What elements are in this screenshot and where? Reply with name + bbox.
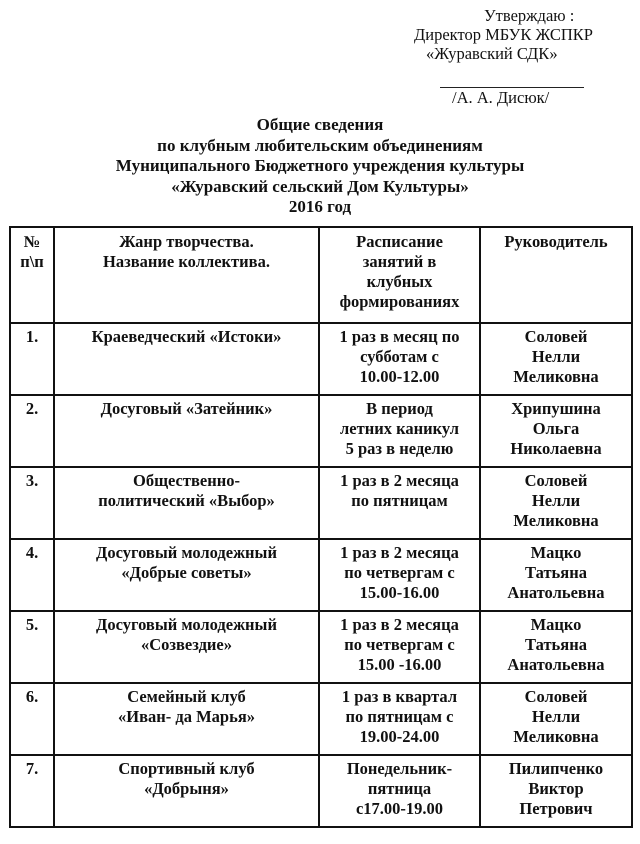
- schedule-cell: [319, 539, 480, 611]
- schedule-cell-line: летних каникул: [340, 419, 459, 438]
- title-line-4: «Журавский сельский Дом Культуры»: [171, 176, 469, 196]
- leader-name-line: Нелли: [531, 491, 581, 510]
- schedule-cell-line: 1 раз в квартал: [341, 687, 458, 706]
- schedule-cell-line: по пятницам с: [345, 707, 454, 726]
- leader-name-line: Мацко: [530, 615, 582, 634]
- schedule-cell-line: 15.00-16.00: [359, 583, 440, 602]
- leader-name: [480, 683, 632, 755]
- header-schedule-line: занятий в: [362, 252, 437, 271]
- header-schedule-line: формированиях: [339, 292, 460, 311]
- leader-name-line: Нелли: [531, 347, 581, 366]
- leader-name-line: Меликовна: [513, 367, 599, 386]
- schedule-cell-line: Понедельник-: [346, 759, 453, 778]
- approval-organization: «Журавский СДК»: [426, 44, 558, 63]
- collective-name-line: Досуговый «Затейник»: [100, 399, 273, 418]
- title-year: 2016 год: [288, 197, 352, 216]
- collective-name: [54, 467, 319, 539]
- schedule-cell-line: 1 раз в месяц по: [339, 327, 460, 346]
- row-number: 3.: [10, 467, 54, 539]
- schedule-cell-line: 10.00-12.00: [359, 367, 440, 386]
- schedule-cell-line: 5 раз в неделю: [345, 439, 454, 458]
- schedule-cell-line: 1 раз в 2 месяца: [340, 471, 459, 490]
- leader-name-line: Соловей: [524, 327, 588, 346]
- schedule-cell-line: по четвергам с: [344, 635, 455, 654]
- collective-name-line: Досуговый молодежный: [96, 543, 277, 562]
- schedule-cell-line: 1 раз в 2 месяца: [340, 543, 459, 562]
- table-row: [10, 395, 632, 467]
- approval-signatory: /А. А. Дисюк/: [452, 88, 550, 107]
- schedule-cell-line: 15.00 -16.00: [357, 655, 442, 674]
- schedule-cell-line: 1 раз в 2 месяца: [340, 615, 459, 634]
- row-number: 6.: [10, 683, 54, 755]
- document-title: [40, 115, 600, 218]
- collective-name-line: «Добрыня»: [144, 779, 229, 798]
- approval-heading: Утверждаю :: [484, 6, 575, 25]
- leader-name-line: Петрович: [519, 799, 593, 818]
- leader-name: [480, 755, 632, 827]
- approval-block: [412, 6, 630, 107]
- header-number-line: №: [23, 232, 41, 251]
- collective-name: [54, 539, 319, 611]
- collective-name-line: Краеведческий «Истоки»: [91, 327, 282, 346]
- schedule-cell: [319, 755, 480, 827]
- row-number: 5.: [10, 611, 54, 683]
- header-number: [10, 227, 54, 323]
- collective-name: [54, 755, 319, 827]
- leader-name-line: Соловей: [524, 687, 588, 706]
- header-schedule: [319, 227, 480, 323]
- header-schedule-line: клубных: [366, 272, 433, 291]
- table-row: [10, 323, 632, 395]
- leader-name-line: Хрипушина: [511, 399, 601, 418]
- collective-name-line: Спортивный клуб: [118, 759, 255, 778]
- leader-name-line: Меликовна: [513, 727, 599, 746]
- collective-name: [54, 323, 319, 395]
- header-leader: [480, 227, 632, 323]
- leader-name: [480, 467, 632, 539]
- table-row: [10, 683, 632, 755]
- collective-name: [54, 611, 319, 683]
- header-schedule-line: Расписание: [356, 232, 443, 251]
- schedule-cell: [319, 467, 480, 539]
- schedule-cell-line: по пятницам: [351, 491, 448, 510]
- header-genre-name: [54, 227, 319, 323]
- leader-name-line: Татьяна: [525, 563, 587, 582]
- schedule-cell-line: 19.00-24.00: [359, 727, 440, 746]
- leader-name-line: Меликовна: [513, 511, 599, 530]
- table-row: [10, 611, 632, 683]
- row-number: 1.: [10, 323, 54, 395]
- header-leader-line: Руководитель: [504, 232, 608, 251]
- leader-name: [480, 611, 632, 683]
- leader-name-line: Анатольевна: [507, 583, 605, 602]
- leader-name-line: Пилипченко: [508, 759, 604, 778]
- leader-name: [480, 395, 632, 467]
- leader-name-line: Виктор: [528, 779, 584, 798]
- leader-name-line: Татьяна: [525, 635, 587, 654]
- collective-name-line: Общественно-: [133, 471, 240, 490]
- approval-position: Директор МБУК ЖСПКР: [414, 25, 593, 44]
- leader-name-line: Мацко: [530, 543, 582, 562]
- schedule-cell-line: по четвергам с: [344, 563, 455, 582]
- title-line-3: Муниципального Бюджетного учреждения культуры: [115, 156, 525, 175]
- schedule-cell-line: субботам с: [360, 347, 439, 366]
- schedule-cell: [319, 323, 480, 395]
- collective-name-line: политический «Выбор»: [98, 491, 275, 510]
- leader-name-line: Ольга: [532, 419, 580, 438]
- collective-name-line: «Иван- да Марья»: [118, 707, 255, 726]
- leader-name-line: Николаевна: [510, 439, 602, 458]
- schedule-cell: [319, 395, 480, 467]
- row-number: 2.: [10, 395, 54, 467]
- leader-name: [480, 323, 632, 395]
- table-header-row: [10, 227, 632, 323]
- leader-name-line: Соловей: [524, 471, 588, 490]
- title-line-2: по клубным любительским объединениям: [157, 135, 483, 155]
- leader-name: [480, 539, 632, 611]
- table-row: [10, 467, 632, 539]
- collective-name: [54, 683, 319, 755]
- row-number: 7.: [10, 755, 54, 827]
- leader-name-line: Анатольевна: [507, 655, 605, 674]
- row-number: 4.: [10, 539, 54, 611]
- header-genre-name-line: Жанр творчества.: [119, 232, 254, 251]
- header-genre-name-line: Название коллектива.: [103, 252, 270, 271]
- clubs-table: [9, 226, 633, 828]
- collective-name: [54, 395, 319, 467]
- leader-name-line: Нелли: [531, 707, 581, 726]
- schedule-cell: [319, 683, 480, 755]
- schedule-cell-line: с17.00-19.00: [355, 799, 444, 818]
- title-line-1: Общие сведения: [256, 115, 384, 134]
- collective-name-line: Досуговый молодежный: [96, 615, 277, 634]
- collective-name-line: «Добрые советы»: [121, 563, 252, 582]
- header-number-line: п\п: [20, 252, 44, 271]
- collective-name-line: Семейный клуб: [127, 687, 246, 706]
- table-row: [10, 539, 632, 611]
- table-body: [10, 323, 632, 827]
- schedule-cell: [319, 611, 480, 683]
- table-row: [10, 755, 632, 827]
- schedule-cell-line: пятница: [367, 779, 432, 798]
- collective-name-line: «Созвездие»: [140, 635, 233, 654]
- schedule-cell-line: В период: [366, 399, 433, 418]
